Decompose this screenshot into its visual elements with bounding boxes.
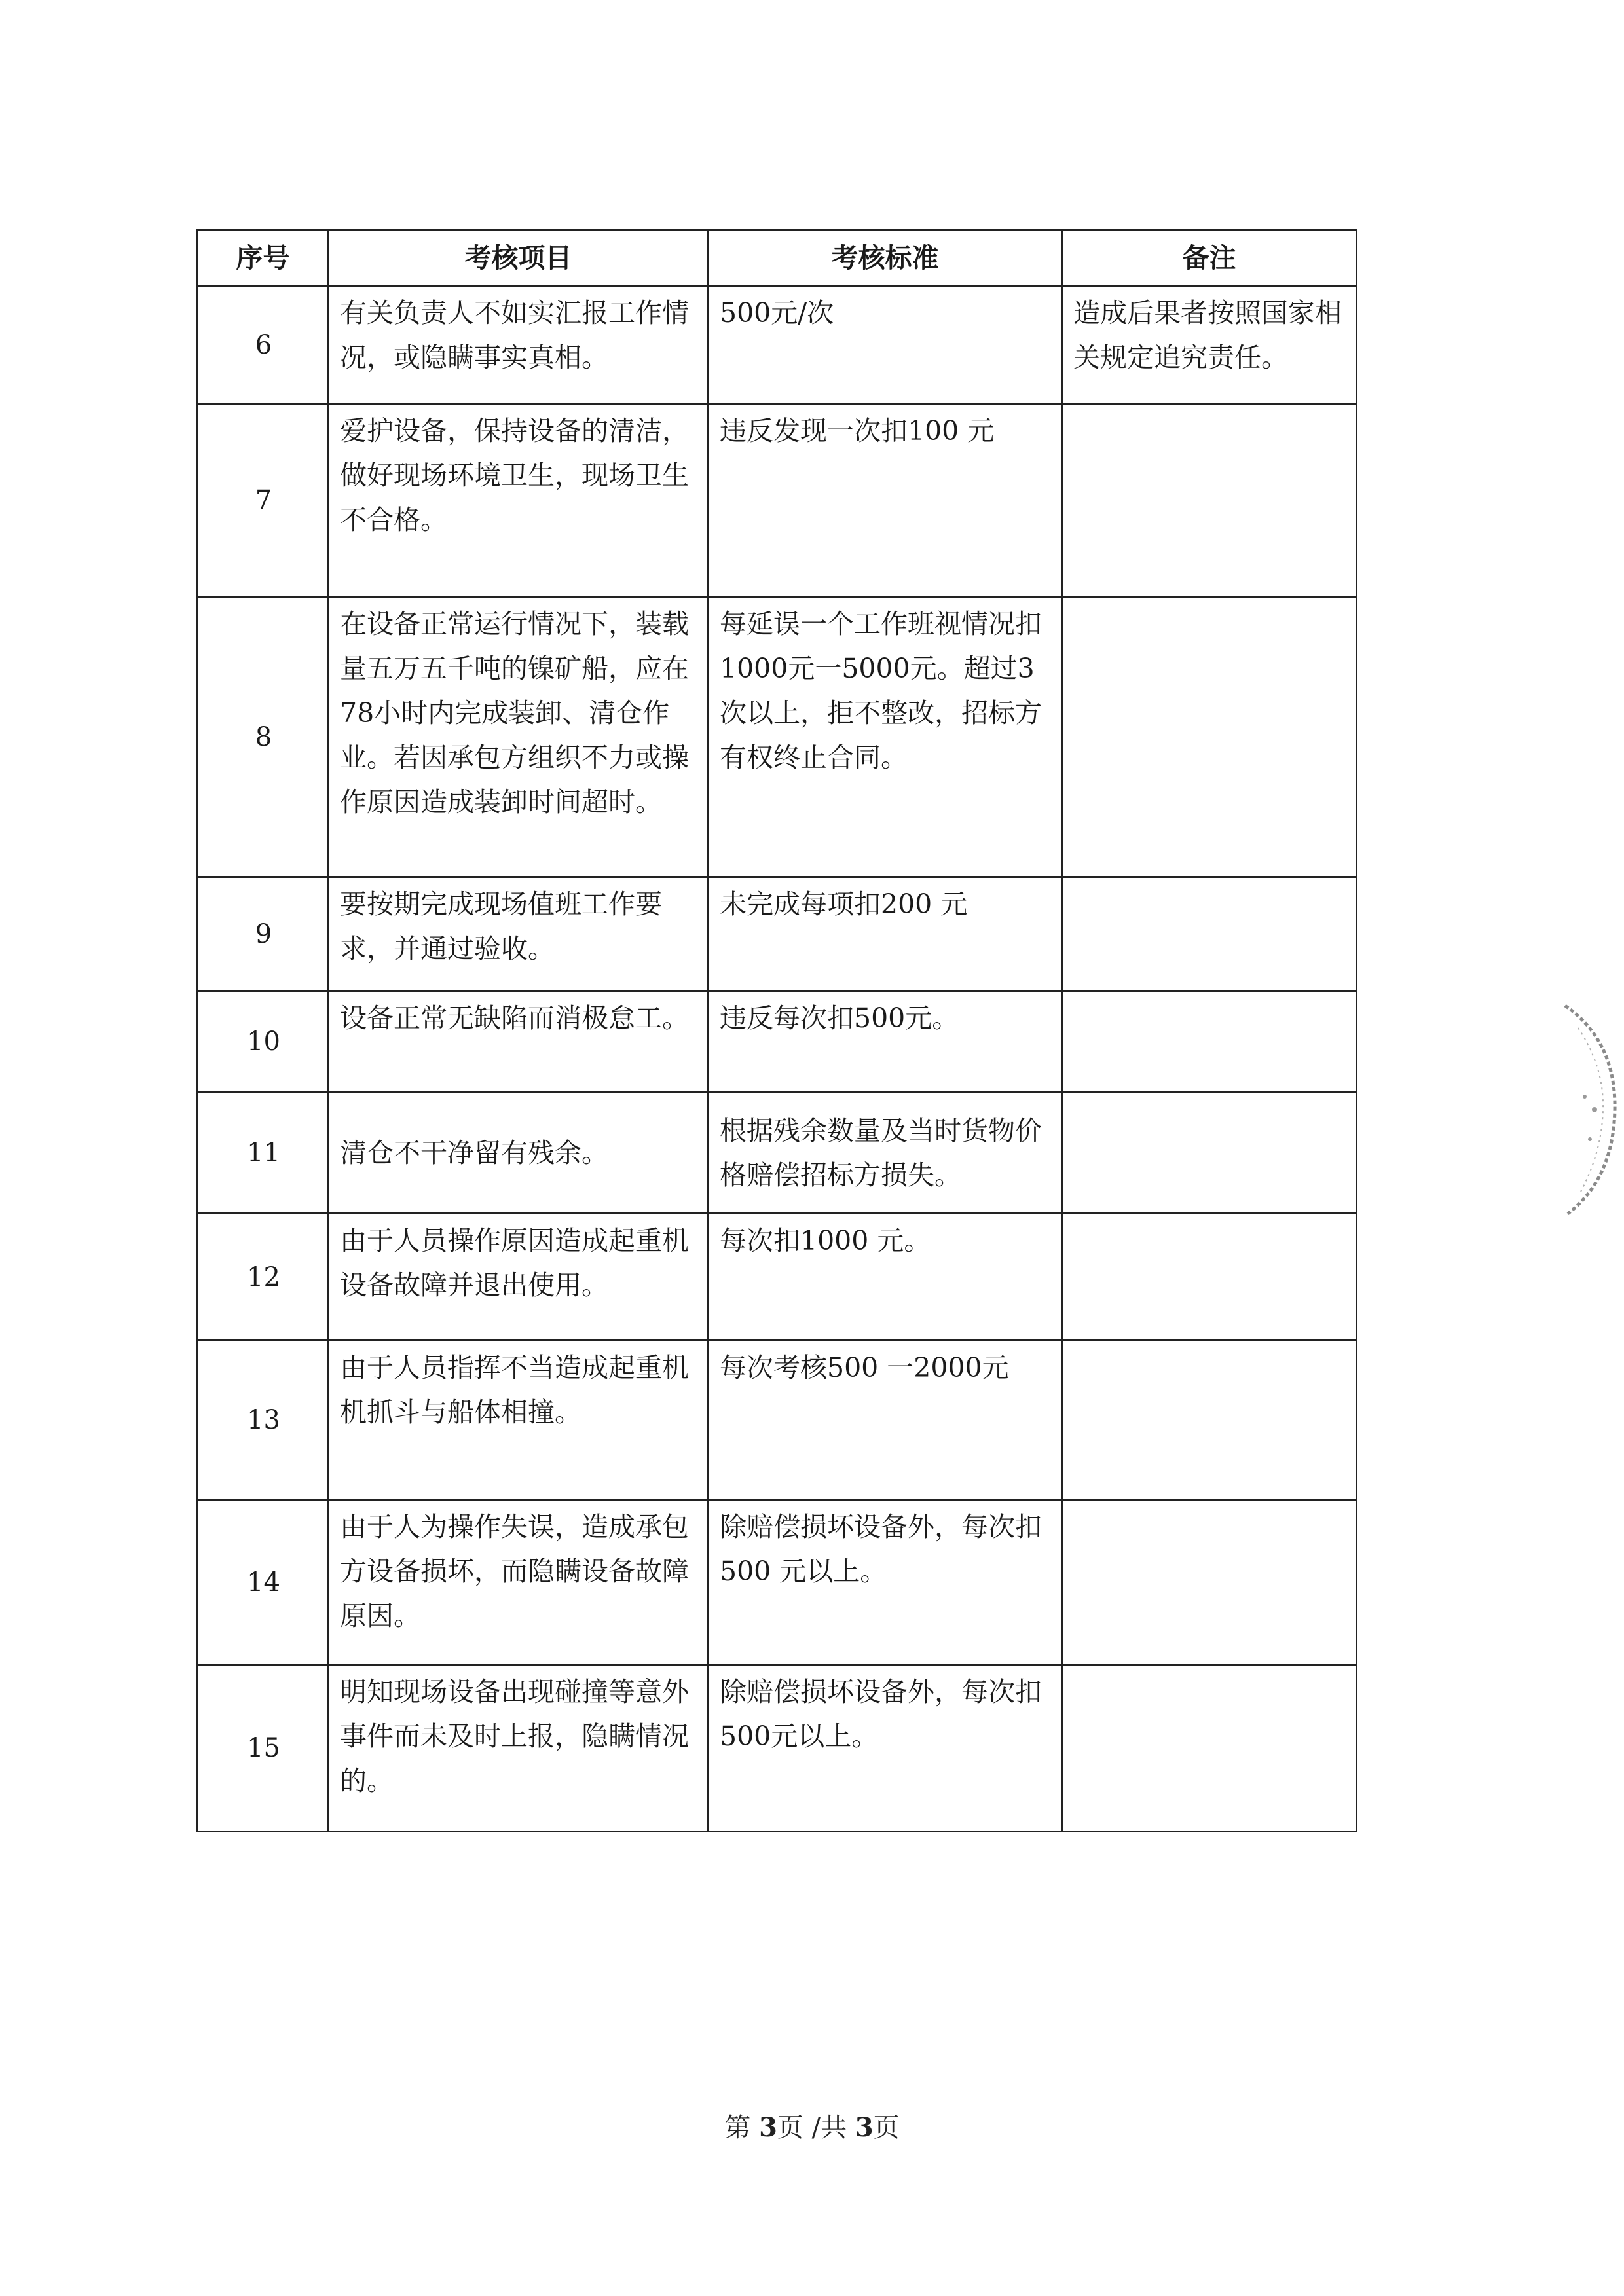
row-item: 由于人为操作失误，造成承包方设备损坏，而隐瞒设备故障原因。 <box>329 1500 709 1665</box>
row-standard: 500元/次 <box>709 286 1062 404</box>
footer-prefix: 第 <box>724 2113 760 2143</box>
row-num: 7 <box>198 404 329 597</box>
header-num: 序号 <box>198 230 329 286</box>
footer-current-page: 3 <box>759 2112 777 2143</box>
row-standard: 除赔偿损坏设备外，每次扣500元以上。 <box>709 1665 1062 1832</box>
table-row <box>198 286 1357 404</box>
table-row <box>198 404 1357 597</box>
header-item: 考核项目 <box>329 230 709 286</box>
row-num: 9 <box>198 877 329 991</box>
row-note <box>1062 1500 1357 1665</box>
table-row <box>198 1500 1357 1665</box>
row-note <box>1062 404 1357 597</box>
footer-middle: 页 /共 <box>777 2113 855 2143</box>
row-standard: 未完成每项扣200 元 <box>709 877 1062 991</box>
row-standard: 每延误一个工作班视情况扣1000元一5000元。超过3 次以上，拒不整改，招标方有权终止合同。 <box>709 597 1062 877</box>
row-note <box>1062 991 1357 1093</box>
table-row <box>198 1214 1357 1341</box>
row-num: 8 <box>198 597 329 877</box>
row-item: 清仓不干净留有残余。 <box>329 1093 709 1214</box>
row-standard: 违反发现一次扣100 元 <box>709 404 1062 597</box>
row-standard: 根据残余数量及当时货物价格赔偿招标方损失。 <box>709 1093 1062 1214</box>
row-item: 爱护设备，保持设备的清洁，做好现场环境卫生，现场卫生不合格。 <box>329 404 709 597</box>
row-num: 11 <box>198 1093 329 1214</box>
header-standard: 考核标准 <box>709 230 1062 286</box>
row-item: 在设备正常运行情况下，装载量五万五千吨的镍矿船，应在78小时内完成装卸、清仓作业。若因承包方组织不力或操作原因造成装卸时间超时。 <box>329 597 709 877</box>
footer-total-pages: 3 <box>855 2112 874 2143</box>
row-num: 6 <box>198 286 329 404</box>
row-item: 设备正常无缺陷而消极怠工。 <box>329 991 709 1093</box>
table-row <box>198 1665 1357 1832</box>
row-num: 10 <box>198 991 329 1093</box>
assessment-table-container <box>196 229 1356 1832</box>
table-row <box>198 877 1357 991</box>
page-number-footer <box>0 2107 1624 2144</box>
row-item: 由于人员指挥不当造成起重机机抓斗与船体相撞。 <box>329 1341 709 1500</box>
row-note <box>1062 1341 1357 1500</box>
table-row <box>198 1341 1357 1500</box>
partial-seal-stamp-icon <box>1559 1002 1617 1218</box>
footer-suffix: 页 <box>873 2113 900 2143</box>
row-num: 15 <box>198 1665 329 1832</box>
row-standard: 违反每次扣500元。 <box>709 991 1062 1093</box>
row-note <box>1062 877 1357 991</box>
row-item: 由于人员操作原因造成起重机设备故障并退出使用。 <box>329 1214 709 1341</box>
table-header-row <box>198 230 1357 286</box>
header-note: 备注 <box>1062 230 1357 286</box>
row-standard: 每次考核500 一2000元 <box>709 1341 1062 1500</box>
table-row <box>198 597 1357 877</box>
row-num: 14 <box>198 1500 329 1665</box>
row-num: 12 <box>198 1214 329 1341</box>
row-item: 要按期完成现场值班工作要求，并通过验收。 <box>329 877 709 991</box>
row-note <box>1062 1665 1357 1832</box>
row-note: 造成后果者按照国家相关规定追究责任。 <box>1062 286 1357 404</box>
row-note <box>1062 1214 1357 1341</box>
row-num: 13 <box>198 1341 329 1500</box>
row-item: 明知现场设备出现碰撞等意外事件而未及时上报，隐瞒情况的。 <box>329 1665 709 1832</box>
assessment-table <box>196 229 1357 1832</box>
row-note <box>1062 597 1357 877</box>
row-note <box>1062 1093 1357 1214</box>
row-standard: 除赔偿损坏设备外，每次扣500 元以上。 <box>709 1500 1062 1665</box>
row-standard: 每次扣1000 元。 <box>709 1214 1062 1341</box>
table-row <box>198 991 1357 1093</box>
table-row <box>198 1093 1357 1214</box>
row-item: 有关负责人不如实汇报工作情况，或隐瞒事实真相。 <box>329 286 709 404</box>
